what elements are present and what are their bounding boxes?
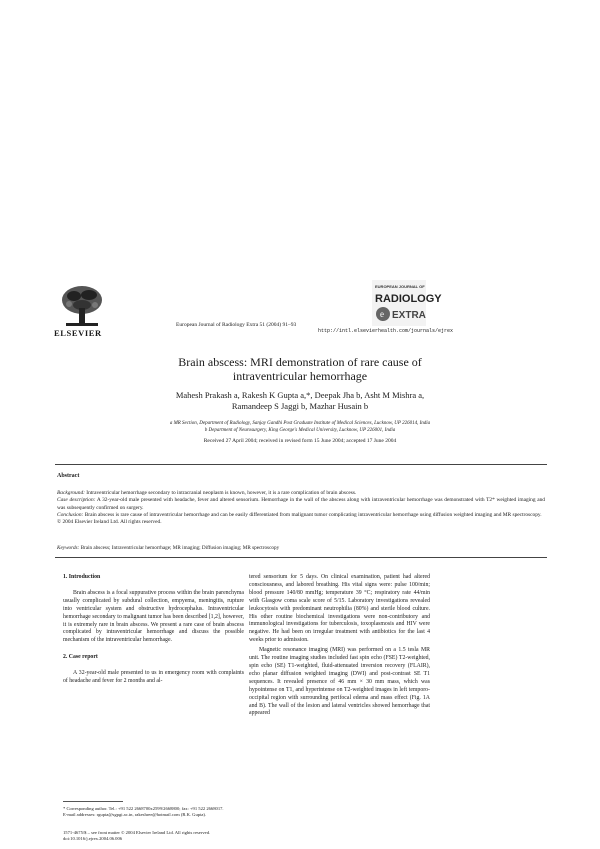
keywords-label: Keywords: <box>57 545 80 551</box>
journal-citation: European Journal of Radiology Extra 51 (2004) 91–93 <box>176 322 297 328</box>
logo-line-2: RADIOLOGY <box>375 293 442 305</box>
radiology-extra-logo <box>372 280 442 326</box>
title-line-1: Brain abscess: MRI demonstration of rare cause of <box>178 355 422 369</box>
corresponding-author-note: * Corresponding author. Tel.: +91 522 2668700x2599/2668800; fax: +91 522 2668017. <box>63 806 224 811</box>
section-introduction-heading: 1. Introduction <box>63 574 101 580</box>
email-note[interactable]: E-mail addresses: rgupta@sgpgi.ac.in, rakeshree@hotmail.com (R.K. Gupta). <box>63 812 207 817</box>
abstract-top-rule <box>55 464 547 465</box>
front-matter-line: 1571-4675/$ – see front matter © 2004 Elsevier Ireland Ltd. All rights reserved. <box>63 830 211 835</box>
abstract-copyright: © 2004 Elsevier Ireland Ltd. All rights reserved. <box>57 519 162 526</box>
footnotes <box>63 806 244 818</box>
affiliation-b: b Department of Neurosurgery, King George's Medical University, Lucknow, UP 226001, India <box>204 427 396 433</box>
abstract-heading: Abstract <box>57 473 80 479</box>
authors-line-1: Mahesh Prakash a, Rakesh K Gupta a,*, Deepak Jha b, Asht M Mishra a, <box>175 390 425 400</box>
abstract-bottom-rule <box>55 557 547 558</box>
received-dates: Received 27 April 2004; received in revised form 15 June 2004; accepted 17 June 2004 <box>203 438 397 444</box>
case-report-paragraph: A 32-year-old male presented to us in emergency room with complaints of headache and fever for 2 months and al- <box>63 670 244 685</box>
affiliation-a: a MR Section, Department of Radiology, Sanjay Gandhi Post Graduate Institute of Medical Sciences, Lucknow, UP 226014, India <box>169 421 431 426</box>
doi-line[interactable]: doi:10.1016/j.ejrex.2004.06.006 <box>63 836 123 841</box>
column-left <box>63 574 244 686</box>
section-case-report-heading: 2. Case report <box>63 654 98 661</box>
abstract-body <box>57 490 545 526</box>
keywords <box>57 545 279 551</box>
keywords-list: Brain abscess; Intraventricular hemorrhage; MR imaging; Diffusion imaging; MR spectroscopy <box>79 545 280 551</box>
abstract-background: Background: Intraventricular hemorrhage secondary to intracranial neoplasm is known, however, it is a rare complication of brain abscess. <box>57 490 357 496</box>
abstract-case: Case description: A 32-year-old male presented with headache, fever and altered sensorium. Hemorrhage in the wall of the abscess along with intraventricular hemorrhage was demonstrated with T2* weighted imaging and was subsequently confirmed on surgery. <box>57 497 545 511</box>
column-right <box>249 574 430 718</box>
elsevier-tree-logo <box>58 284 106 328</box>
authors-line-2: Ramandeep S Jaggi b, Mazhar Husain b <box>231 401 369 411</box>
author-list <box>60 390 540 412</box>
publisher-name: ELSEVIER <box>54 328 102 338</box>
clinical-exam-paragraph: tered sensorium for 5 days. On clinical examination, patient had altered consciousness, and labored breathing. His vital signs were: pulse 100/min; blood pressure 140/80 mmHg; temperature 39 °C; respiratory rate 44/min with Glasgow coma scale score of 5/15. Laboratory investigations revealed leukocytosis with predominant neutrophilia (80%) and sterile blood culture. His other routine biochemical investigations were non-contributory and immunological investigations for tuberculosis, toxoplasmosis and HIV were negative. He had been on irregular treatment with antibiotics for the last 4 weeks prior to admission. <box>249 574 430 644</box>
abstract-conclusion: Conclusion: Brain abscess is rare cause of intraventricular hemorrhage and can be easily differentiated from malignant tumor complicating intraventricular hemorrhage using diffusion weighted imaging and MR spectroscopy. <box>57 511 542 518</box>
title-line-2: intraventricular hemorrhage <box>232 369 368 383</box>
footnote-rule <box>63 801 123 802</box>
svg-text:e: e <box>380 309 384 319</box>
mri-paragraph: Magnetic resonance imaging (MRI) was performed on a 1.5 tesla MR unit. The routine imaging studies included fast spin echo (FSE) T2-weighted, spin echo (SE) T1-weighted, fluid-attenuated inversion recovery (FLAIR), echo planar diffusion weighted imaging (DWI) and post-contrast SE T1 sequences. It revealed presence of 46 mm × 30 mm mass, which was hypointense on T1, and hyperintense on T2-weighted images in left temporo-occipital region with surrounding perifocal edema and mass effect (Fig. 1A and B). The wall of the lesion and lateral ventricles showed hemorrhage that appeared <box>249 647 430 717</box>
article-title <box>60 355 540 383</box>
introduction-paragraph: Brain abscess is a focal suppurative process within the brain parenchyma usually complicated by subdural collection, empyema, meningitis, rupture into ventricular system and obstructive hydrocephalus. Intraventricular hemorrhage secondary to malignant tumor has been described [1,2], however, it is extremely rare in brain abscess. We present a rare case of brain abscess complicated by intraventricular hemorrhage and discuss the possible mechanism of the intraventricular hemorrhage. <box>63 589 244 644</box>
logo-line-1: EUROPEAN JOURNAL OF <box>375 284 425 289</box>
front-matter <box>63 830 210 842</box>
affiliations <box>60 421 540 434</box>
logo-line-3: EXTRA <box>392 310 426 321</box>
journal-url[interactable]: http://intl.elsevierhealth.com/journals/ejrex <box>318 328 454 334</box>
